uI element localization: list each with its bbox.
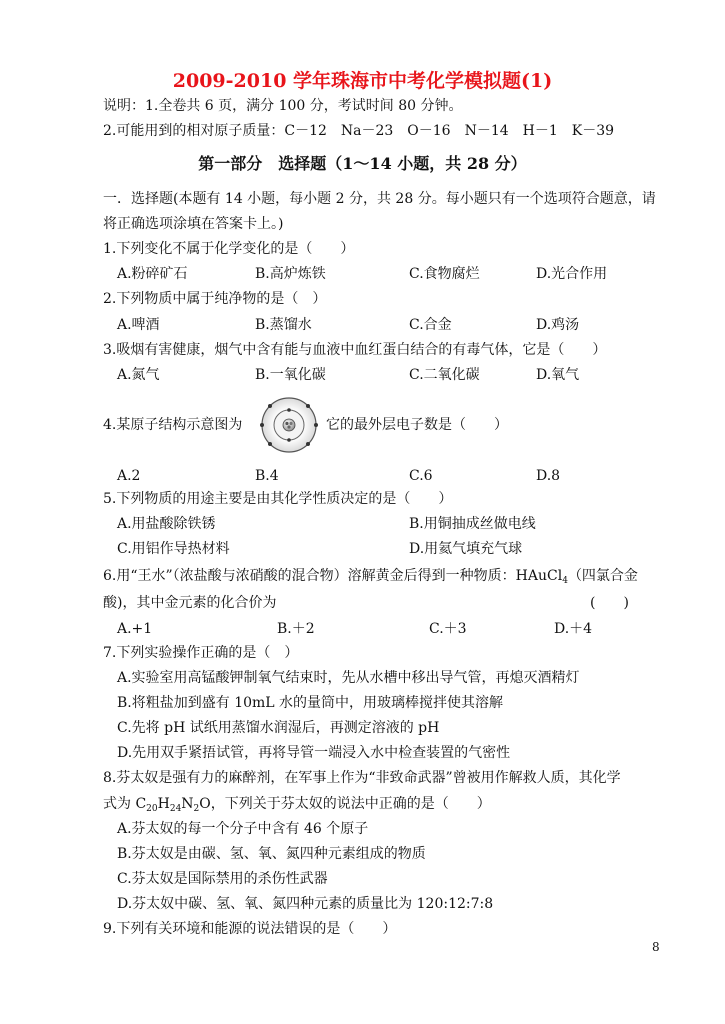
question-4-option-d: D.8 [536,468,561,484]
question-2-option-d: D.鸡汤 [536,317,580,333]
section-title: 第一部分 选择题（1～14 小题，共 28 分） [198,154,527,173]
atom-structure-diagram [257,396,321,454]
question-7-option-c: C.先将 pH 试纸用蒸馏水润湿后，再测定溶液的 pH [117,720,440,736]
question-3-option-c: C.二氧化碳 [409,367,480,383]
question-6-option-d: D.＋4 [554,621,593,637]
note-line-2: 2.可能用到的相对原子质量：C－12 Na－23 O－16 N－14 H－1 K－39 [103,123,615,139]
question-8-option-d: D.芬太奴中碳、氢、氧、氮四种元素的质量比为 120:12:7:8 [117,896,494,912]
question-3-option-b: B.一氧化碳 [255,367,326,383]
question-3-option-d: D.氧气 [536,367,580,383]
question-6-stem-line-2: 酸)，其中金元素的化合价为 [103,595,277,611]
hydrogen-symbol: H [157,796,170,812]
question-4-stem-end: 它的最外层电子数是（ ） [326,417,508,433]
question-4-option-c: C.6 [409,468,433,484]
question-9-stem: 9.下列有关环境和能源的说法错误的是（ ） [103,921,397,937]
question-5-option-d: D.用氦气填充气球 [409,541,523,557]
question-8-stem-text-end: ，下列关于芬太奴的说法中正确的是（ ） [210,796,491,812]
question-8-stem-line-2 [103,795,491,813]
formula-subscript: 4 [562,576,568,586]
question-6-answer-paren: ( ) [590,595,629,611]
page-number: 8 [652,940,660,954]
question-4-stem-start: 4.某原子结构示意图为 [103,417,243,433]
hydrogen-subscript: 24 [169,804,182,814]
oxygen-symbol: O [199,796,211,812]
question-1-option-b: B.高炉炼铁 [255,266,326,282]
formula-prefix: 式为 C [103,796,147,812]
question-2-option-b: B.蒸馏水 [255,317,312,333]
question-8-option-b: B.芬太奴是由碳、氢、氧、氮四种元素组成的物质 [117,846,426,862]
question-5-stem: 5.下列物质的用途主要是由其化学性质决定的是（ ） [103,491,453,507]
question-2-option-c: C.合金 [409,317,452,333]
question-1-option-d: D.光合作用 [536,266,608,282]
question-5-option-b: B.用铜抽成丝做电线 [409,516,536,532]
nitrogen-subscript: 2 [193,804,200,814]
question-6-option-b: B.＋2 [277,621,315,637]
question-1-option-c: C.食物腐烂 [409,266,480,282]
page-title: 2009-2010 学年珠海市中考化学模拟题(1) [172,70,553,92]
question-8-option-a: A.芬太奴的每一个分子中含有 46 个原子 [117,821,369,837]
question-2-option-a: A.啤酒 [117,317,160,333]
note-line-1: 说明：1.全卷共 6 页，满分 100 分，考试时间 80 分钟。 [103,98,463,114]
question-7-option-d: D.先用双手紧捂试管，再将导管一端浸入水中检查装置的气密性 [117,745,511,761]
question-8-option-c: C.芬太奴是国际禁用的杀伤性武器 [117,871,328,887]
question-5-option-c: C.用铝作导热材料 [117,541,230,557]
nitrogen-symbol: N [181,796,194,812]
question-4-option-a: A.2 [117,468,141,484]
carbon-subscript: 20 [146,804,158,814]
question-3-option-a: A.氮气 [117,367,160,383]
intro-line-2: 将正确选项涂填在答案卡上。) [103,216,284,232]
question-7-option-b: B.将粗盐加到盛有 10mL 水的量筒中，用玻璃棒搅拌使其溶解 [117,695,504,711]
question-3-stem: 3.吸烟有害健康，烟气中含有能与血液中血红蛋白结合的有毒气体，它是（ ） [103,342,607,358]
question-2-stem: 2.下列物质中属于纯净物的是（ ） [103,291,327,307]
question-4-option-b: B.4 [255,468,279,484]
question-6-stem-line-1 [103,567,638,585]
question-7-stem: 7.下列实验操作正确的是（ ） [103,645,299,661]
question-1-option-a: A.粉碎矿石 [117,266,188,282]
question-5-option-a: A.用盐酸除铁锈 [117,516,216,532]
question-8-stem-line-1: 8.芬太奴是强有力的麻醉剂，在军事上作为“非致命武器”曾被用作解救人质，其化学 [103,770,621,786]
intro-line-1: 一．选择题(本题有 14 小题，每小题 2 分，共 28 分。每小题只有一个选项符合题意，请 [103,191,656,207]
question-7-option-a: A.实验室用高锰酸钾制氧气结束时，先从水槽中移出导气管，再熄灭酒精灯 [117,670,580,686]
question-6-stem-text: 6.用“王水”（浓盐酸与浓硝酸的混合物）溶解黄金后得到一种物质：HAuCl [103,568,563,584]
question-6-option-c: C.＋3 [429,621,467,637]
question-1-stem: 1.下列变化不属于化学变化的是（ ） [103,241,355,257]
question-6-stem-text-end: （四氯合金 [567,568,638,584]
question-6-option-a: A.+1 [117,621,153,637]
